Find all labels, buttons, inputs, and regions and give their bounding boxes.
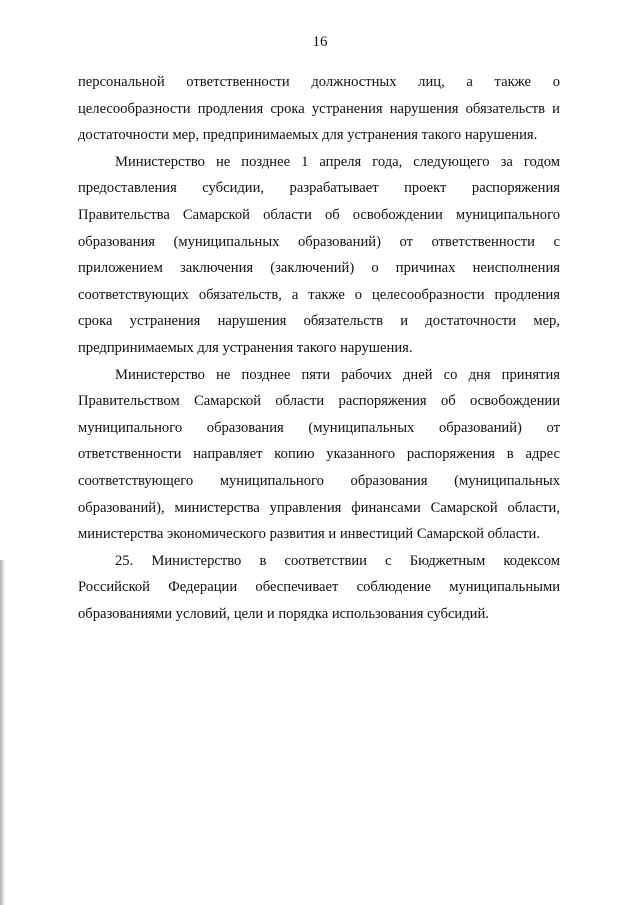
- scan-edge-shadow: [0, 560, 5, 905]
- paragraph-4: [78, 548, 560, 628]
- text-line: министерства экономического развития и инвестиций Самарской области.: [78, 526, 541, 543]
- text-line: достаточности мер, предпринимаемых для устранения такого нарушения.: [78, 127, 538, 144]
- paragraph-1: [78, 69, 560, 149]
- text-line: образованиями условий, цели и порядка использования субсидий.: [78, 605, 489, 622]
- text-line: ответственности направляет копию указанного распоряжения в адрес: [78, 446, 560, 463]
- text-line: Министерство не позднее 1 апреля года, следующего за годом: [115, 153, 560, 170]
- document-body: [78, 69, 560, 627]
- text-line: предпринимаемых для устранения такого нарушения.: [78, 339, 413, 356]
- text-line: целесообразности продления срока устранения нарушения обязательств и: [78, 100, 560, 117]
- paragraph-3: [78, 362, 560, 548]
- paragraph-2: [78, 149, 560, 362]
- text-line: 25. Министерство в соответствии с Бюджетным кодексом: [115, 552, 560, 569]
- text-line: образований), министерства управления финансами Самарской области,: [78, 499, 560, 516]
- text-line: Правительством Самарской области распоряжения об освобождении: [78, 393, 560, 410]
- text-line: персональной ответственности должностных лиц, а также о: [78, 74, 560, 90]
- text-line: Министерство не позднее пяти рабочих дней со дня принятия: [115, 366, 560, 383]
- text-line: соответствующего муниципального образования (муниципальных: [78, 472, 560, 489]
- text-line: предоставления субсидии, разрабатывает проект распоряжения: [78, 180, 560, 197]
- text-line: срока устранения нарушения обязательств и достаточности мер,: [78, 313, 560, 330]
- text-line: Правительства Самарской области об освобождении муниципального: [78, 206, 560, 223]
- text-line: приложением заключения (заключений) о причинах неисполнения: [78, 260, 560, 277]
- page-number: 16: [312, 34, 328, 50]
- text-line: Российской Федерации обеспечивает соблюдение муниципальными: [78, 579, 560, 596]
- text-line: соответствующих обязательств, а также о целесообразности продления: [78, 286, 560, 303]
- text-line: образования (муниципальных образований) от ответственности с: [78, 233, 560, 250]
- text-line: муниципального образования (муниципальных образований) от: [78, 419, 560, 436]
